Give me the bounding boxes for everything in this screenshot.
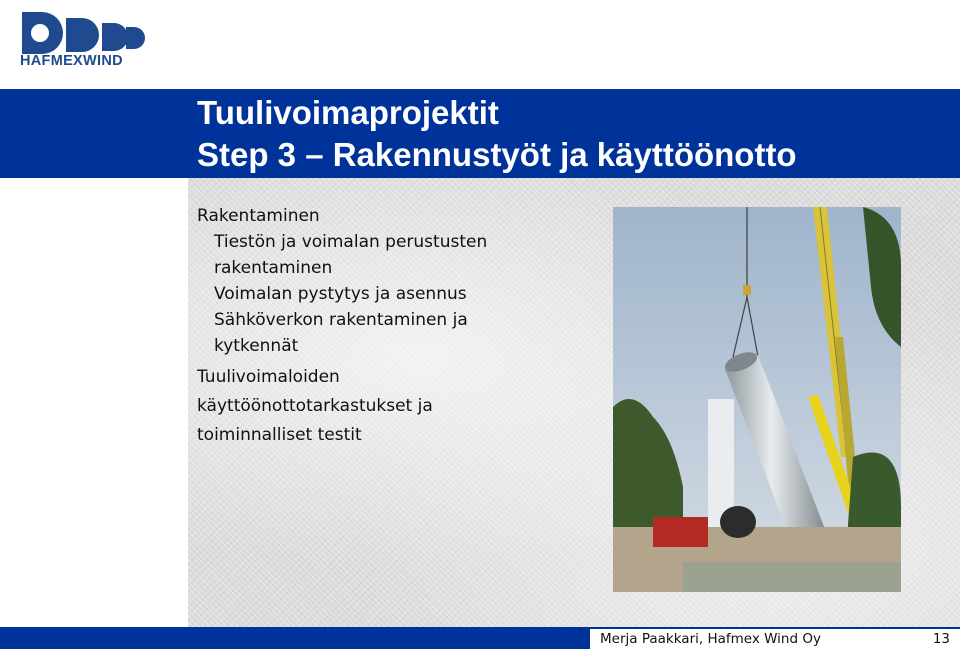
logo-mark-icon <box>18 8 148 54</box>
bullet-section-2-line-1: Tuulivoimaloiden <box>197 367 340 387</box>
sub-bullet-2: Voimalan pystytys ja asennus <box>214 284 467 304</box>
footer-author: Merja Paakkari, Hafmex Wind Oy <box>600 631 821 647</box>
bullet-section-2-line-3: toiminnalliset testit <box>197 425 362 445</box>
logo-wordmark <box>20 53 123 69</box>
company-logo <box>18 8 148 72</box>
photo-illustration <box>613 207 901 592</box>
sub-bullet-1-line-2: rakentaminen <box>214 258 333 278</box>
slide-body <box>197 203 537 450</box>
page-number: 13 <box>932 631 950 647</box>
slide-title-line-2: Step 3 – Rakennustyöt ja käyttöönotto <box>197 136 797 173</box>
logo-brand-b: WIND <box>83 53 123 69</box>
slide-title-line-1: Tuulivoimaprojektit <box>197 94 499 131</box>
bullet-section-2-line-2: käyttöönottotarkastukset ja <box>197 396 433 416</box>
bullet-section-1: Rakentaminen <box>197 206 320 226</box>
sub-bullet-3-line-1: Sähköverkon rakentaminen ja <box>214 310 468 330</box>
sub-bullet-1-line-1: Tiestön ja voimalan perustusten <box>214 232 488 252</box>
logo-brand-a: HAFMEX <box>20 53 84 69</box>
turbine-installation-photo <box>613 207 901 592</box>
sub-bullet-3-line-2: kytkennät <box>214 336 299 356</box>
